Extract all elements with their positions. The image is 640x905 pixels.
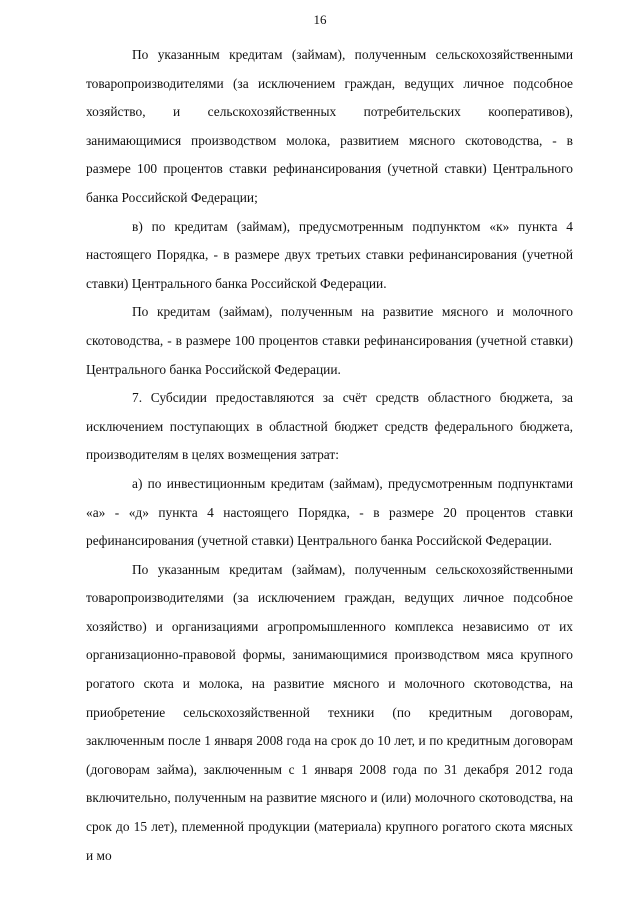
paragraph-subitem-v: в) по кредитам (займам), предусмотренным подпунктом «к» пункта 4 настоящего Порядка, - в размере двух третьих ставки рефинансирования (учетной ставки) Центрального банка Российской Федерации. (86, 218, 573, 291)
paragraph-subitem-a: а) по инвестиционным кредитам (займам), предусмотренным подпунктами «а» - «д» пункта 4 настоящего Порядка, - в размере 20 процентов ставки рефинансирования (учетной ставки) Центрального банка Российской Федерации. (86, 475, 573, 549)
paragraph-section-7: 7. Субсидии предоставляются за счёт средств областного бюджета, за исключением поступающих в областной бюджет средств федерального бюджета, производителям в целях возмещения затрат: (86, 390, 573, 463)
paragraph-livestock-credits: По указанным кредитам (займам), полученным сельскохозяйственными товаропроизводителями (за исключением граждан, ведущих личное подсобное хозяйство, и сельскохозяйственных потребительских кооперативов), занимающимися производством молока, развитием мясного скотоводства, - в размере 100 процентов ставки рефинансирования (учетной ставки) Центрального банка Российской Федерации; (86, 47, 573, 205)
paragraph-meat-dairy-credits: По кредитам (займам), полученным на развитие мясного и молочного скотоводства, - в размере 100 процентов ставки рефинансирования (учетной ставки) Центрального банка Российской Федерации. (86, 304, 573, 377)
paragraph-agro-complex-credits: По указанным кредитам (займам), полученным сельскохозяйственными товаропроизводителями (за исключением граждан, ведущих личное подсобное хозяйство) и организациями агропромышленного комплекса независимо от их организационно-правовой формы, занимающимися производством мяса крупного рогатого скота и молока, на развитие мясного и молочного скотоводства, на приобретение сельскохозяйственной техники (по кредитным договорам, заключенным после 1 января 2008 года на срок до 10 лет, и по кредитным договорам (договорам займа), заключенным с 1 января 2008 года по 31 декабря 2012 года включительно, полученным на развитие мясного и (или) молочного скотоводства, на срок до 15 лет), племенной продукции (материала) крупного рогатого скота мясных и мо (86, 561, 573, 863)
document-body (86, 41, 573, 870)
page-number: 16 (313, 12, 327, 27)
